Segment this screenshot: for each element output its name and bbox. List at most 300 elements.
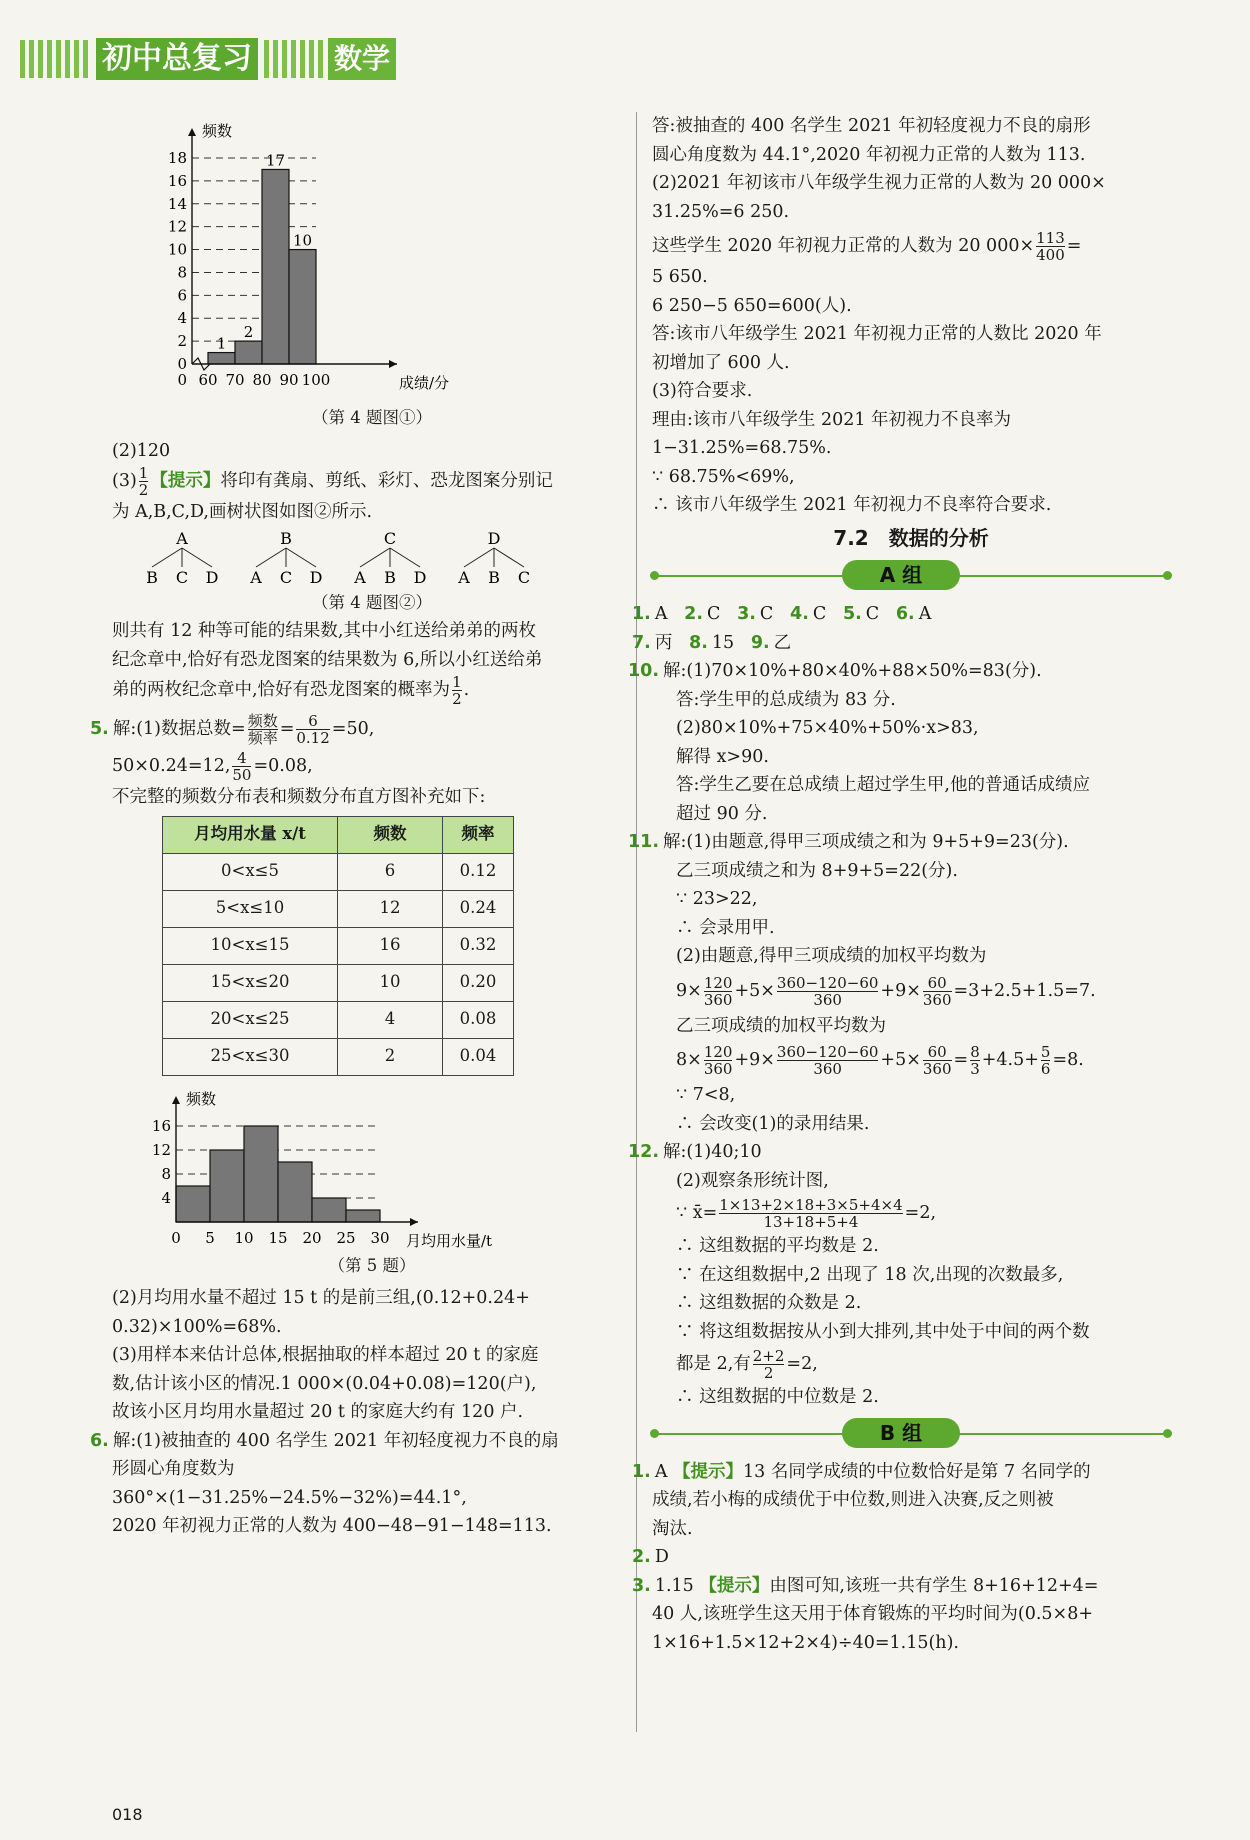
table-row: [163, 853, 514, 890]
y-tick-label: 18: [167, 149, 187, 167]
answer-line: (3)符合要求.: [652, 381, 753, 401]
answer-line: [652, 1348, 1170, 1381]
numerator: 1: [452, 673, 462, 691]
table-cell: 20<x≤25: [163, 1001, 338, 1038]
answer: C: [812, 604, 827, 624]
answer-line: 初增加了 600 人.: [652, 352, 790, 373]
table-cell: 0.04: [443, 1038, 514, 1075]
answer: A: [654, 604, 668, 624]
tree-leaf: D: [413, 567, 427, 587]
fraction: [248, 713, 278, 746]
bullet-dot: [1163, 571, 1172, 580]
x-tick-label: 15: [268, 1228, 288, 1247]
tree-branch: [152, 548, 182, 567]
table-header: 频数: [338, 816, 443, 853]
question-number: 2.: [632, 1547, 651, 1567]
tree-branch: [360, 548, 390, 567]
y-tick-label: 14: [167, 194, 187, 213]
denominator: 360: [922, 1060, 952, 1078]
table-cell: 4: [338, 1001, 443, 1038]
answer-line: 5 650.: [652, 267, 708, 287]
denominator: 频率: [247, 729, 278, 747]
header-stripes: [20, 40, 92, 78]
question-number: 3.: [632, 1575, 651, 1596]
tree-root: D: [487, 528, 501, 548]
numerator: 6: [296, 713, 329, 730]
fraction: [704, 1044, 733, 1077]
page-number: 018: [112, 1805, 143, 1824]
table-header: 月均用水量 x/t: [163, 816, 338, 853]
answer-line: (2)80×10%+75×40%+50%·x>83,: [676, 718, 979, 738]
answer-line: 解得 x>90.: [676, 746, 769, 767]
answer-line: 答:学生甲的总成绩为 83 分.: [676, 689, 896, 710]
x-tick-label: 25: [336, 1228, 356, 1247]
table-row: [163, 927, 514, 964]
table-cell: 2: [338, 1038, 443, 1075]
denominator: 360: [703, 1060, 733, 1078]
answer-line: ∴ 该市八年级学生 2021 年初视力不良率符合要求.: [652, 495, 1052, 515]
x-tick-label: 0: [171, 1228, 181, 1247]
hint-label: 【提示】: [673, 1461, 744, 1482]
text: 解:(1)被抽查的 400 名学生 2021 年初轻度视力不良的扇: [112, 1430, 559, 1451]
numerator: 360−120−60: [776, 973, 879, 992]
table-cell: 0.24: [443, 890, 514, 927]
page-header: [20, 38, 396, 80]
y-tick-label: 12: [152, 1140, 171, 1159]
histogram-chart-q5: [152, 1082, 572, 1252]
tree-leaf: C: [175, 567, 189, 587]
table-cell: 16: [338, 927, 443, 964]
answer-line: (3)用样本来估计总体,根据抽取的样本超过 20 t 的家庭: [112, 1345, 539, 1365]
answer-line: 淘汰.: [652, 1518, 693, 1539]
answer-line: ∵ 68.75%<69%,: [652, 466, 795, 487]
question-number: 1.: [632, 1461, 651, 1482]
answer-line: ∵ 7<8,: [676, 1085, 736, 1105]
fraction: [970, 1044, 980, 1077]
x-tick-label: 80: [252, 371, 272, 389]
answer-line: 31.25%=6 250.: [652, 201, 790, 222]
tree-leaf: B: [488, 567, 500, 587]
hint-label: 【提示】: [699, 1575, 770, 1596]
bar-value-label: 10: [292, 231, 313, 250]
fraction: [232, 750, 251, 783]
fraction: [719, 1197, 902, 1230]
question-11: [628, 828, 1170, 857]
denominator: 0.12: [296, 729, 330, 747]
text: +4.5+: [981, 1050, 1039, 1070]
denominator: 400: [1036, 246, 1065, 264]
y-tick-label: 8: [161, 1164, 171, 1183]
table-row: [163, 1001, 514, 1038]
answer-line: (2)月均用水量不超过 15 t 的是前三组,(0.12+0.24+: [112, 1288, 530, 1308]
x-axis-arrow: [410, 1218, 418, 1226]
question-number: 10.: [628, 661, 660, 681]
y-axis-title: 频数: [186, 1089, 217, 1108]
numerator: 60: [923, 975, 952, 992]
fraction: [139, 465, 149, 498]
y-tick-label: 6: [177, 286, 187, 305]
table-row: [163, 964, 514, 1001]
numerator: 113: [1036, 229, 1065, 247]
answer: 丙: [654, 632, 673, 653]
answer-line: [112, 465, 632, 498]
table-cell: 10: [338, 964, 443, 1001]
numerator: 5: [1040, 1043, 1051, 1061]
figure-caption: （第 4 题图②）: [312, 592, 432, 612]
x-tick-label: 70: [225, 371, 245, 389]
answer-line: 360°×(1−31.25%−24.5%−32%)=44.1°,: [112, 1487, 467, 1508]
denominator: 360: [703, 990, 733, 1009]
y-tick-label: 0: [177, 355, 187, 373]
table-cell: 10<x≤15: [163, 927, 338, 964]
answer: 乙: [773, 632, 792, 653]
text: +9×: [734, 1050, 775, 1070]
question-number: 1.: [632, 604, 651, 624]
tree-branch: [390, 548, 420, 567]
answer-line: 0.32)×100%=68%.: [112, 1316, 282, 1337]
question-number: 7.: [632, 632, 651, 653]
x-tick-label: 20: [302, 1228, 322, 1247]
text: 将印有龚扇、剪纸、彩灯、恐龙图案分别记: [220, 471, 553, 491]
numerator: 4: [232, 750, 251, 767]
fraction: [1041, 1044, 1051, 1077]
header-stripes: [264, 40, 324, 78]
numerator: 360−120−60: [776, 1043, 879, 1061]
answer-line: 40 人,该班学生这天用于体育锻炼的平均时间为(0.5×8+: [652, 1604, 1094, 1624]
answer-line: ∵ 将这组数据按从小到大排列,其中处于中间的两个数: [676, 1321, 1090, 1342]
answer: A: [918, 604, 932, 624]
fraction: [704, 975, 733, 1008]
answer-line: 故该小区月均用水量超过 20 t 的家庭大约有 120 户.: [112, 1402, 524, 1422]
answer-line: ∴ 会改变(1)的录用结果.: [676, 1113, 870, 1134]
answer-line: ∴ 这组数据的中位数是 2.: [676, 1387, 879, 1407]
text: +9×: [880, 980, 921, 1001]
table-cell: 0.32: [443, 927, 514, 964]
tree-root: C: [383, 528, 397, 548]
table-cell: 0.12: [443, 853, 514, 890]
answer-line: [652, 1197, 1170, 1230]
hint-label: 【提示】: [150, 471, 221, 491]
answer-line: 答:学生乙要在总成绩上超过学生甲,他的普通话成绩应: [676, 775, 1090, 795]
answer-line: ∴ 会录用甲.: [676, 917, 775, 938]
numerator: 1×13+2×18+3×5+4×4: [719, 1196, 903, 1214]
answer-line: 理由:该市八年级学生 2021 年初视力不良率为: [652, 409, 1012, 430]
x-axis-title: 月均用水量/t: [406, 1231, 493, 1250]
text: +5×: [880, 1050, 921, 1070]
answer-line: 圆心角度数为 44.1°,2020 年初视力正常的人数为 113.: [652, 144, 1086, 165]
y-tick-label: 8: [177, 263, 187, 282]
denominator: 360: [813, 990, 842, 1009]
table-cell: 5<x≤10: [163, 890, 338, 927]
answer: C: [865, 604, 880, 624]
y-tick-label: 12: [167, 217, 187, 236]
histogram-bar: [289, 250, 316, 364]
text: (3): [112, 471, 137, 491]
question-number: 9.: [750, 632, 770, 653]
answer-line: 乙三项成绩的加权平均数为: [676, 1015, 886, 1036]
answer-line: 数,估计该小区的情况.1 000×(0.04+0.08)=120(户),: [112, 1373, 537, 1394]
denominator: 6: [1040, 1060, 1051, 1078]
answer-line: 则共有 12 种等可能的结果数,其中小红送给弟弟的两枚: [112, 621, 536, 641]
fraction: [923, 975, 952, 1008]
figure-caption: （第 4 题图①）: [312, 408, 432, 427]
x-tick-label: 30: [370, 1228, 390, 1247]
header-title: 初中总复习: [96, 38, 258, 80]
answer-line: 6 250−5 650=600(人).: [652, 295, 852, 316]
histogram-bar: [244, 1126, 278, 1222]
bullet-dot: [650, 1429, 659, 1438]
x-tick-label: 10: [234, 1228, 254, 1247]
y-tick-label: 16: [152, 1116, 171, 1135]
question-5: [90, 713, 632, 746]
table-header-row: [163, 816, 514, 853]
text: 由图可知,该班一共有学生 8+16+12+4=: [769, 1575, 1099, 1596]
text: 13 名同学成绩的中位数恰好是第 7 名同学的: [743, 1461, 1091, 1482]
text: =2,: [904, 1203, 937, 1223]
text: 9×: [676, 980, 702, 1001]
denominator: 2: [763, 1364, 774, 1382]
question-number: 8.: [689, 632, 708, 653]
tree-branch: [464, 548, 494, 567]
x-axis-title: 成绩/分: [399, 374, 450, 392]
question-b3: [632, 1572, 1170, 1601]
text: =0.08,: [253, 756, 313, 776]
answer: C: [707, 604, 721, 624]
denominator: 3: [970, 1060, 980, 1078]
histogram-bar: [262, 169, 289, 364]
table-row: [163, 890, 514, 927]
bullet-dot: [1163, 1429, 1172, 1438]
tree-branch: [182, 548, 212, 567]
y-axis-title: 频数: [202, 122, 233, 140]
x-axis-arrow: [389, 360, 397, 368]
tree-leaf: C: [279, 567, 293, 587]
question-number: 3.: [737, 604, 756, 624]
text: =: [953, 1050, 969, 1070]
tree-leaf: B: [384, 567, 396, 587]
y-tick-label: 16: [167, 171, 187, 190]
tree-diagram: [146, 527, 546, 589]
text: +5×: [734, 980, 775, 1001]
text: =2,: [786, 1354, 818, 1374]
text: ∵ x̄=: [676, 1203, 718, 1223]
tree-leaf: D: [205, 567, 219, 587]
text: =: [1066, 236, 1082, 256]
tree-leaf: A: [458, 567, 470, 587]
histogram-bar: [346, 1210, 380, 1222]
answer-line: 纪念章中,恰好有恐龙图案的结果数为 6,所以小红送给弟: [112, 649, 543, 670]
answer: 15: [711, 632, 735, 653]
tree-branch: [286, 548, 316, 567]
answer: A: [654, 1461, 668, 1482]
group-b-banner: [652, 1416, 1170, 1452]
text: =50,: [331, 719, 375, 739]
answer-line: 1−31.25%=68.75%.: [652, 438, 832, 458]
tree-leaf: D: [309, 567, 323, 587]
right-column: [628, 112, 1170, 1657]
section-title: 7.2 数据的分析: [833, 525, 989, 550]
text: 都是 2,有: [676, 1354, 751, 1374]
question-number: 12.: [628, 1142, 660, 1162]
text: 50×0.24=12,: [112, 756, 231, 776]
histogram-bar: [176, 1186, 210, 1222]
numerator: 频数: [247, 712, 278, 730]
answer-row: [632, 600, 1170, 629]
bar-value-label: 2: [243, 323, 254, 342]
question-number: 5.: [90, 719, 109, 739]
text: 8×: [676, 1050, 702, 1070]
question-number: 5.: [842, 604, 862, 624]
table-cell: 6: [338, 853, 443, 890]
figure-caption: （第 5 题）: [328, 1255, 416, 1275]
answer: C: [759, 604, 774, 624]
answer-line: 成绩,若小梅的成绩优于中位数,则进入决赛,反之则被: [652, 1490, 1054, 1510]
bullet-dot: [650, 571, 659, 580]
y-tick-label: 10: [167, 240, 187, 259]
table-cell: 0<x≤5: [163, 853, 338, 890]
group-label: A 组: [842, 560, 960, 590]
x-tick-label: 90: [279, 371, 299, 389]
tree-leaf: B: [146, 567, 158, 587]
answer-line: 为 A,B,C,D,画树状图如图②所示.: [112, 502, 373, 522]
numerator: 8: [970, 1043, 980, 1061]
answer-line: [652, 1044, 1170, 1077]
column-divider: [636, 112, 637, 1732]
text: =: [279, 719, 295, 739]
tree-root: A: [176, 528, 188, 548]
answer-line: ∵ 在这组数据中,2 出现了 18 次,出现的次数最多,: [676, 1264, 1064, 1285]
answer-line: 弟的两枚纪念章中,恰好有恐龙图案的概率为 $\frac{1}{2}$ .: [112, 673, 470, 708]
numerator: 2+2: [752, 1347, 785, 1365]
frequency-table: [162, 816, 514, 1076]
fraction: [296, 713, 329, 746]
answer-line: 不完整的频数分布表和频数分布直方图补充如下:: [112, 787, 486, 807]
denominator: 50: [232, 766, 252, 784]
answer-line: 答:被抽查的 400 名学生 2021 年初轻度视力不良的扇形: [652, 116, 1091, 136]
table-cell: 12: [338, 890, 443, 927]
bar-value-label: 1: [216, 334, 227, 353]
answer-line: [652, 975, 1170, 1008]
histogram-bar: [208, 353, 235, 364]
tree-root: B: [280, 528, 292, 548]
table-cell: 0.08: [443, 1001, 514, 1038]
tree-leaf: A: [354, 567, 366, 587]
fraction: [777, 975, 878, 1008]
question-number: 2.: [684, 604, 703, 624]
answer-line: (2)观察条形统计图,: [676, 1170, 829, 1191]
bar-value-label: 17: [265, 151, 286, 170]
tree-branch: [256, 548, 286, 567]
answer-line: 答:该市八年级学生 2021 年初视力正常的人数比 2020 年: [652, 324, 1102, 344]
denominator: 2: [138, 481, 149, 499]
answer-line: 乙三项成绩之和为 8+9+5=22(分).: [676, 860, 958, 881]
histogram-bar: [312, 1198, 346, 1222]
answer-line: 1×16+1.5×12+2×4)÷40=1.15(h).: [652, 1632, 959, 1653]
histogram-bar: [235, 341, 262, 364]
answer-line: (2)120: [112, 440, 171, 461]
text: 解:(1)40;10: [663, 1142, 762, 1162]
denominator: 360: [813, 1060, 842, 1078]
y-axis-arrow: [188, 128, 196, 136]
answer-line: (2)2021 年初该市八年级学生视力正常的人数为 20 000×: [652, 173, 1106, 193]
text: 解:(1)70×10%+80×40%+88×50%=83(分).: [663, 661, 1042, 681]
x-tick-label: 60: [198, 371, 218, 389]
histogram-bar: [278, 1162, 312, 1222]
header-subject: 数学: [328, 38, 396, 80]
table-cell: 25<x≤30: [163, 1038, 338, 1075]
answer-row: [632, 629, 1170, 658]
fraction: [777, 1044, 878, 1077]
text: 弟的两枚纪念章中,恰好有恐龙图案的概率为: [112, 680, 451, 700]
table-cell: 0.20: [443, 964, 514, 1001]
y-tick-label: 4: [161, 1188, 171, 1207]
answer: 1.15: [654, 1575, 694, 1596]
answer-line: 超过 90 分.: [676, 803, 768, 824]
table-row: [163, 1038, 514, 1075]
question-number: 6.: [895, 604, 915, 624]
question-b2: [632, 1543, 1170, 1572]
x-tick-label: 5: [205, 1228, 215, 1247]
answer-line: 形圆心角度数为: [112, 1459, 235, 1479]
left-column: [90, 112, 632, 1541]
question-12: [628, 1138, 1170, 1167]
tree-leaf: A: [250, 567, 262, 587]
tree-leaf: C: [517, 567, 531, 587]
answer-line: (2)由题意,得甲三项成绩的加权平均数为: [676, 946, 987, 966]
fraction: [923, 1044, 952, 1077]
histogram-bar: [210, 1150, 244, 1222]
y-tick-label: 4: [177, 309, 187, 328]
fraction: [753, 1348, 785, 1381]
denominator: 360: [922, 990, 952, 1009]
answer-line: ∵ 23>22,: [676, 889, 758, 909]
y-axis-arrow: [172, 1096, 180, 1104]
question-number: 6.: [90, 1430, 109, 1451]
numerator: 1: [138, 464, 149, 482]
text: 解:(1)由题意,得甲三项成绩之和为 9+5+9=23(分).: [663, 832, 1069, 852]
answer-line: 2020 年初视力正常的人数为 400−48−91−148=113.: [112, 1516, 552, 1536]
numerator: 120: [703, 973, 733, 992]
group-a-banner: [652, 558, 1170, 594]
answer-line: ∴ 这组数据的众数是 2.: [676, 1293, 862, 1313]
answer: D: [654, 1547, 669, 1567]
text: =3+2.5+1.5=7.: [953, 980, 1096, 1001]
group-label: B 组: [842, 1418, 960, 1448]
numerator: 120: [703, 1043, 733, 1061]
x-tick-label: 100: [301, 371, 331, 389]
table-cell: 15<x≤20: [163, 964, 338, 1001]
denominator: 13+18+5+4: [763, 1213, 859, 1231]
tree-branch: [494, 548, 524, 567]
table-header: 频率: [443, 816, 514, 853]
fraction: [1036, 230, 1065, 263]
origin-label: 0: [177, 371, 187, 389]
answer-line: [652, 230, 1170, 263]
text: =8.: [1052, 1050, 1084, 1070]
answer-line: [112, 750, 632, 783]
text: 解:(1)数据总数=: [112, 719, 246, 739]
question-number: 4.: [790, 604, 809, 624]
denominator: 2: [452, 690, 462, 708]
answer-line: ∴ 这组数据的平均数是 2.: [676, 1236, 879, 1256]
question-6: [90, 1427, 632, 1456]
question-number: 11.: [628, 832, 660, 852]
histogram-chart-q4: [162, 112, 522, 404]
question-10: [628, 657, 1170, 686]
y-tick-label: 2: [177, 332, 187, 351]
question-b1: [632, 1458, 1170, 1487]
text: 这些学生 2020 年初视力正常的人数为 20 000×: [652, 236, 1035, 256]
